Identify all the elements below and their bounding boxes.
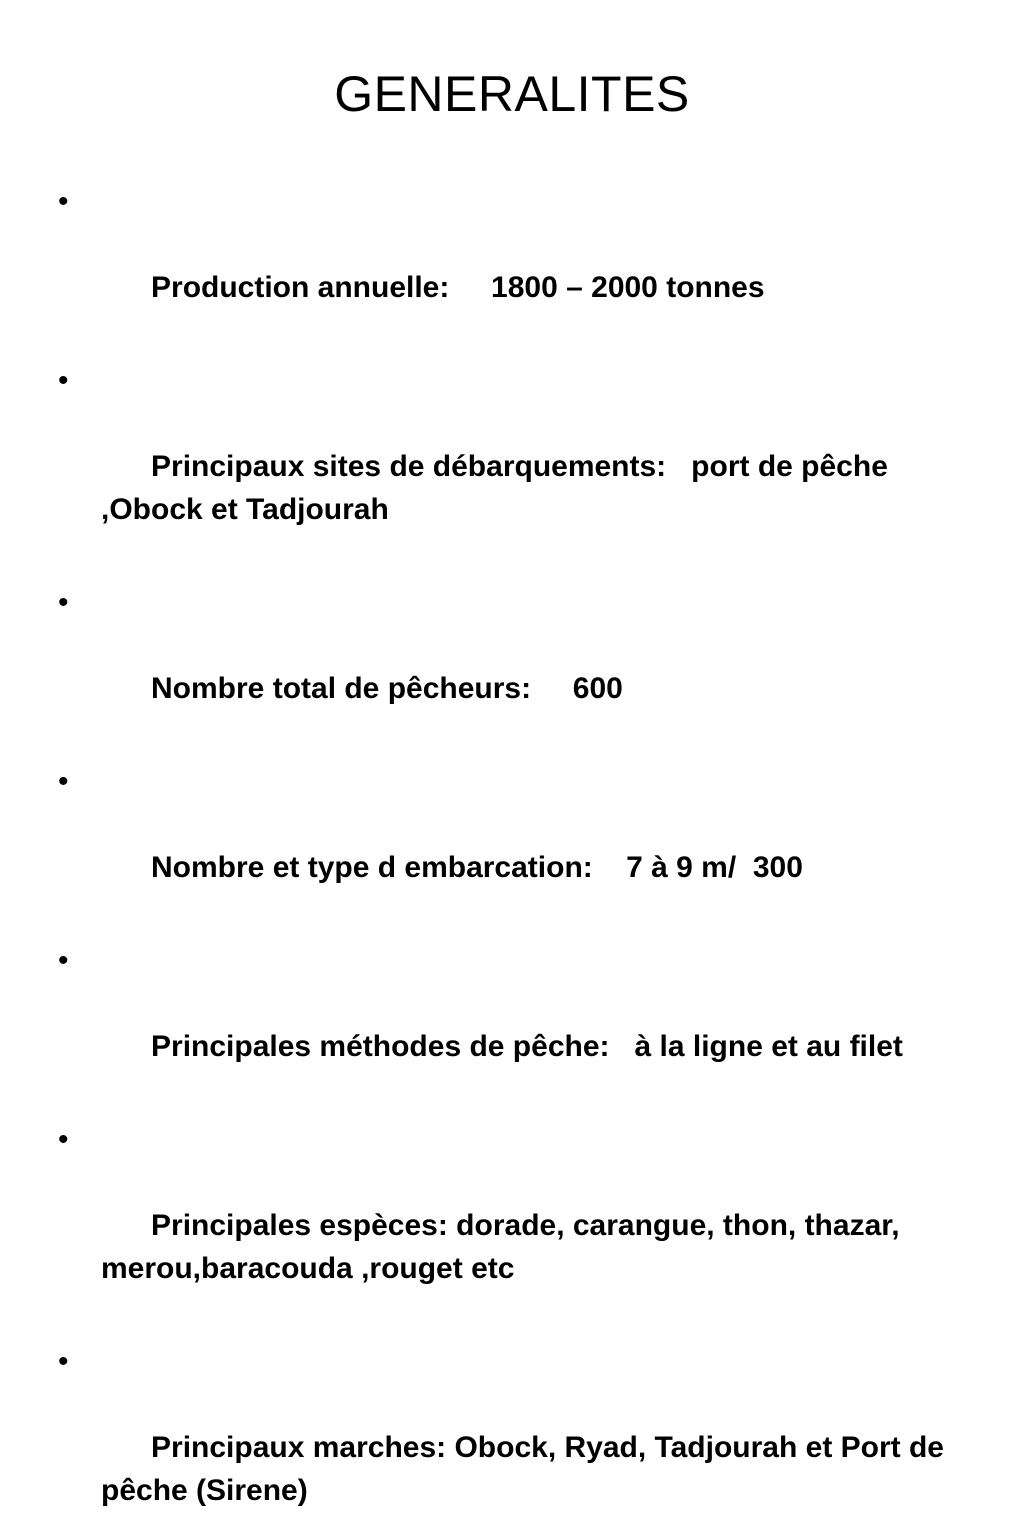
- bullet-dot-icon: •: [58, 586, 69, 619]
- bullet-item: [56, 180, 931, 352]
- bullet-item: [56, 359, 936, 574]
- bullet-text: Nombre total de pêcheurs: 600: [151, 672, 623, 705]
- bullet-text: Nombre et type d embarcation: 7 à 9 m/ 300: [151, 851, 803, 884]
- bullet-item: [56, 939, 1001, 1111]
- bullet-dot-icon: •: [58, 1345, 69, 1378]
- bullet-text: Production annuelle: 1800 – 2000 tonnes: [151, 271, 765, 304]
- bullet-item: [56, 581, 931, 753]
- bullet-list: [56, 180, 956, 1536]
- bullet-text: Principales méthodes de pêche: à la ligne et au filet: [151, 1030, 903, 1063]
- bullet-dot-icon: •: [58, 185, 69, 218]
- bullet-text: Principales espèces: dorade, carangue, thon, thazar, merou,baracouda ,rouget etc: [101, 1209, 908, 1285]
- bullet-item: [56, 1118, 971, 1333]
- bullet-dot-icon: •: [58, 364, 69, 397]
- slide-title: GENERALITES: [334, 66, 690, 122]
- bullet-item: [56, 760, 931, 932]
- bullet-text: Principaux sites de débarquements: port de pêche ,Obock et Tadjourah: [101, 450, 897, 526]
- bullet-dot-icon: •: [58, 765, 69, 798]
- bullet-dot-icon: •: [58, 1123, 69, 1156]
- bullet-item: [56, 1340, 971, 1536]
- bullet-text: Principaux marches: Obock, Ryad, Tadjourah et Port de pêche (Sirene): [101, 1431, 953, 1507]
- bullet-dot-icon: •: [58, 944, 69, 977]
